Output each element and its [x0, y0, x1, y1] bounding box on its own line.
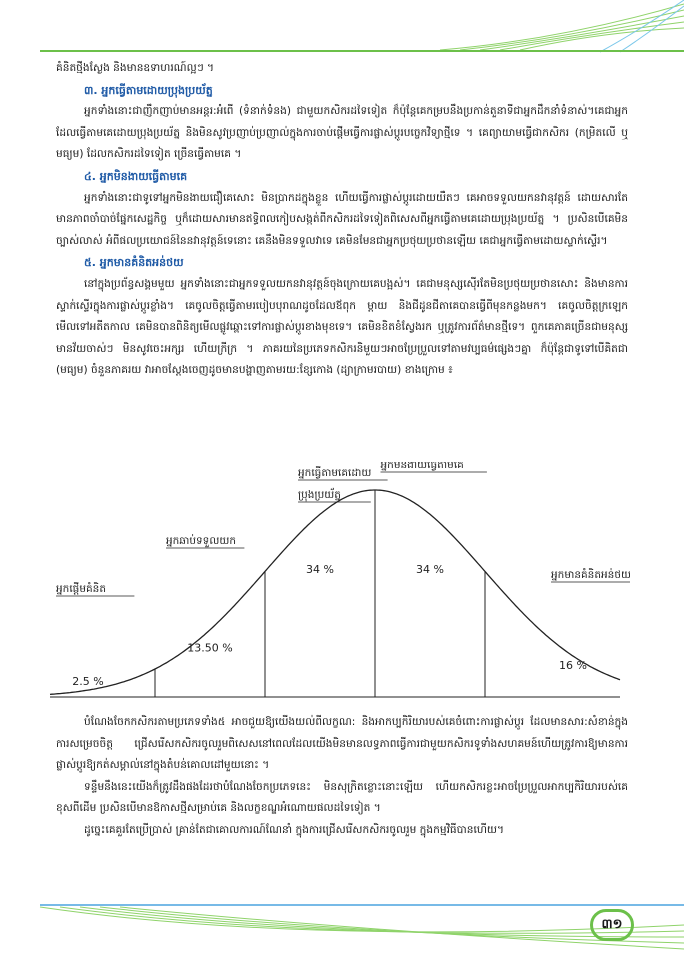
section-body-5: នៅក្នុងប្រព័ន្ធសង្គមមួយ អ្នកទាំងនោះជាអ្នកទទួលយកនវានុវត្តន៍ចុងក្រោយគេបង្អស់។ គេជាមនុស្សស៊ើរតែមិនប្រថុយប្រថានសោះ និងមានការស្ទាក់ស្ទើរក្នុងការផ្លាស់ប្តូរខ្លាំង។ គេចូលចិត្តធ្វើតាមរបៀបបុរាណដូចដែលឪពុក ម្តាយ និងជីដូនជីតាគេបានធ្វើពីមុនកន្លងមក។ គេចូលចិត្តក្រឡេកមើលទៅអតីតកាល គេមិនបានពិនិត្យមើលផ្លូវឆ្ពោះទៅការផ្លាស់ប្តូរខាងមុខទេ។ គេមិនខិតខំស្វែងរក ឬត្រូវការព័ត៌មានថ្មីទេ។ ពួកគេភាគច្រើនជាមនុស្សមានវ័យចាស់ៗ មិនសូវចេះអក្សរ ហើយក្រីក្រ ។ ភាគរយនៃប្រភេទកសិករនិមួយៗអាចប្រែប្រួលទៅតាមវប្បធម៌ផ្សេងៗគ្នា ក៏ប៉ុន្តែជាទូទៅបើគិតជា (មធ្យម) ចំនួនភាគរយ វាអាចស្តែងចេញដូចមានបង្ហាញតាមរយ:ខ្សែកោង (ដ្យាក្រាមរបាយ) ខាងក្រោម ៖ — [56, 277, 628, 377]
segment-value-label: 13.50 % — [187, 641, 233, 655]
adoption-curve-chart — [40, 462, 630, 707]
closing-paragraph-1: បំណែងចែកកសិករតាមប្រភេទទាំង៥ អាចជួយឱ្យយើងយល់ពីលក្ខណ: និងអាកប្បកិរិយារបស់គេចំពោះការផ្លាស់ប្តូរ ដែលមានសារ:សំខាន់ក្នុងការសម្រេចចិត្ត ជ្រើសរើសកសិករចូលរួមពិសេសនៅពេលដែលយើងមិនមានលទ្ធភាពធ្វើការជាមួយកសិករទូទាំងសហគមន៍ហើយត្រូវការឱ្យមានការផ្លាស់ប្តូរឱ្យកត់សម្គាល់នៅក្នុងតំបន់គោលដៅមួយនោះ ។ — [56, 716, 628, 772]
section-heading-3: ៣. អ្នកធ្វើតាមដោយប្រុងប្រយ័ត្ន — [84, 83, 213, 97]
category-label: អ្នកធ្វើតាមគេដោយ — [298, 467, 372, 479]
category-label: អ្នកឆាប់ទទួលយក — [166, 535, 236, 547]
page-body — [56, 58, 628, 382]
category-label: ប្រុងប្រយ័ត្ន — [298, 489, 341, 501]
closing-paragraph-2: ទន្ទឹមនឹងនេះយើងក៏ត្រូវដឹងផងដែរថាបំណែងចែកប្រភេទនេះ មិនសុក្រិតខ្លោះនោះឡើយ ហើយកសិករខ្លះអាចប្រែប្រួលអាកប្បកិរិយារបស់គេខុសពីដើម ប្រសិនបើមានឱកាសថ្មីសម្រាប់គេ និងលក្ខខណ្ឌអំណោយផលដទៃទៀត ។ — [56, 780, 628, 815]
bottom-decoration — [0, 885, 684, 960]
category-label: អ្នកមិនងាយធ្វើតាមគេ — [380, 462, 464, 471]
section-body-3: អ្នកទាំងនោះជាញឹកញាប់មានអន្តរ:អំពើ (ទំនាក់ទំនង) ជាមួយកសិករដទៃទៀត ក៏ប៉ុន្តែគេកម្របនឹងប្រកាន់តួនាទីជាអ្នកដឹកនាំទំនាស់។គេជាអ្នកដែលធ្វើតាមគេដោយប្រុងប្រយ័ត្ន និងមិនសូវប្រញាប់ប្រញាល់ក្នុងការចាប់ផ្តើមធ្វើការផ្លាស់ប្តូរបច្ចេកវិទ្យាថ្មីទេ ។ គេព្យាយាមធ្វើជាកសិករ (កម្រិតលើ ឬ មធ្យម) ដែលកសិករដទៃទៀត ច្រើនធ្វើតាមគេ ។ — [56, 105, 628, 161]
section-heading-5: ៥. អ្នកមានគំនិតអន់ថយ — [84, 256, 184, 270]
category-label: អ្នកផ្តើមគំនិត — [56, 583, 106, 595]
page-number: ៣១ — [601, 916, 623, 932]
category-label: អ្នកមានគំនិតអន់ថយ — [551, 569, 630, 581]
intro-line: គំនិតថ្មីងស្ងែង និងមានឧទាហរណ៍ល្អៗ ។ — [56, 62, 215, 74]
section-body-4: អ្នកទាំងនោះជាទូទៅអ្នកមិនងាយជឿគេសោះ មិនប្រាកដក្នុងខ្លួន ហើយធ្វើការផ្លាស់ប្តូរដោយយឺតៗ គេអាចទទួលយកនវានុវត្តន៍ ដោយសារតែមានភាពចាំបាច់ផ្នែកសេដ្ឋកិច្ច ឬក៏ដោយសារមានឥទ្ធិពលកៀបសង្កត់ពីកសិករដទៃទៀតពិសេសពីអ្នកធ្វើតាមគេដោយប្រុងប្រយ័ត្ន ។ ប្រសិនបើគេមិនច្បាស់លាស់ អំពីផលប្រយោជន៍នៃនវានុវត្តន៍ទេនោះ គេនឹងមិនទទួលវាទេ គេមិនមែនជាអ្នកប្រថុយប្រថានឡើយ គេជាអ្នកធ្វើតាមដោយស្ទាក់ស្ទើរ។ — [56, 191, 628, 247]
segment-value-label: 2.5 % — [72, 675, 104, 688]
segment-value-label: 16 % — [559, 659, 587, 672]
chart-curve — [50, 490, 620, 694]
closing-paragraph-3: ដូច្នេះគេគួរតែប្រើប្រាស់ គ្រាន់តែជាគោលការណ៍ណែនាំ ក្នុងការជ្រើសរើសកសិករចូលរួម ក្នុងកម្មវិធីបានហើយ។ — [84, 823, 504, 836]
section-heading-4: ៤. អ្នកមិនងាយធ្វើតាមគេ — [84, 169, 188, 183]
lower-body — [56, 712, 628, 842]
adoption-curve-svg — [40, 462, 630, 707]
segment-value-label: 34 % — [416, 562, 444, 576]
segment-value-label: 34 % — [306, 562, 334, 576]
